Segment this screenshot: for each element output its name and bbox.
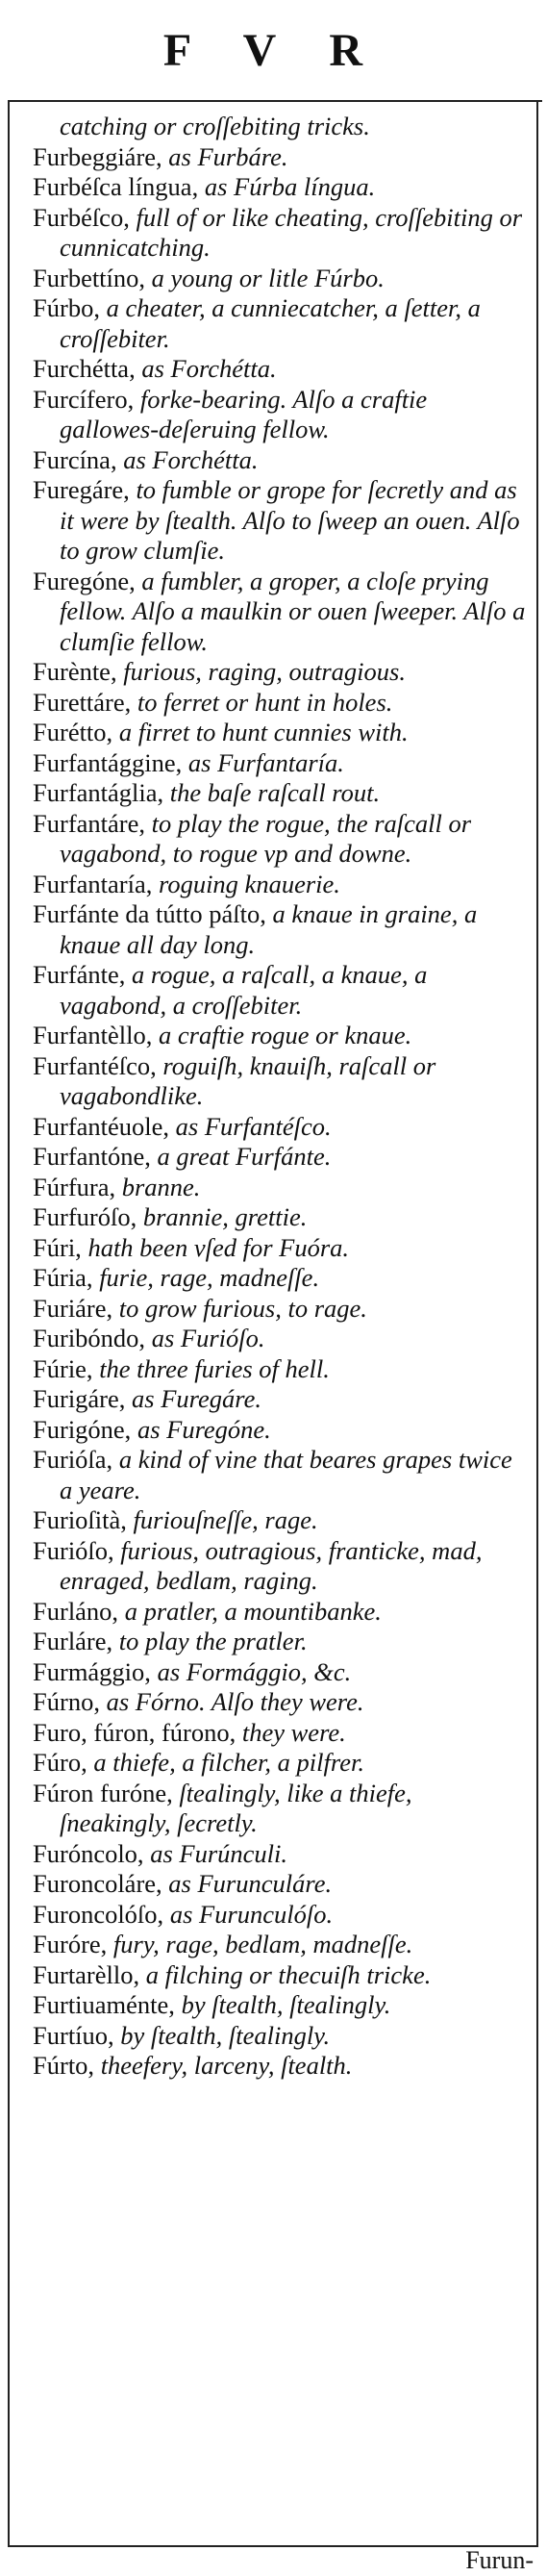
- entry-headword: Fúro,: [33, 1748, 87, 1777]
- dictionary-entry: [33, 778, 529, 809]
- dictionary-entry: [33, 1384, 529, 1415]
- dictionary-entry: [33, 1960, 529, 1991]
- entry-definition: catching or croſſebiting tricks.: [60, 112, 370, 140]
- entry-headword: Furbettíno,: [33, 263, 146, 292]
- entry-headword: Furfánte da tútto páſto,: [33, 899, 266, 928]
- dictionary-entry: [33, 567, 529, 658]
- dictionary-entry: [33, 172, 529, 203]
- entry-definition: a young or litle Fúrbo.: [145, 263, 385, 292]
- dictionary-entry: [33, 1051, 529, 1112]
- dictionary-entry: [33, 264, 529, 294]
- entry-definition: a great Furfánte.: [150, 1142, 332, 1171]
- dictionary-entry: [33, 1597, 529, 1628]
- entry-headword: Furfantáre,: [33, 808, 145, 838]
- dictionary-entry: [33, 1687, 529, 1718]
- dictionary-entry: [33, 809, 529, 870]
- entry-definition: as Furúnculi.: [143, 1838, 287, 1868]
- entry-definition: roguing knauerie.: [152, 869, 340, 898]
- entry-headword: Furfantóne,: [33, 1142, 151, 1171]
- entry-definition: as Furegáre.: [125, 1384, 261, 1413]
- dictionary-entry: [33, 1294, 529, 1325]
- dictionary-entry: [33, 1354, 529, 1385]
- entry-headword: Furoncolóſo,: [33, 1899, 164, 1929]
- entry-headword: Furfantéuole,: [33, 1111, 170, 1141]
- entry-headword: Furigóne,: [33, 1414, 132, 1444]
- catchword: Furun-: [465, 2546, 534, 2574]
- entry-definition: a pratler, a mountibanke.: [118, 1596, 382, 1626]
- dictionary-entry: [33, 385, 529, 445]
- entry-headword: Furfantággine,: [33, 747, 183, 777]
- running-head: F V R: [162, 24, 385, 76]
- entry-headword: Furfantèllo,: [33, 1021, 153, 1049]
- entry-headword: Furtíuo,: [33, 2020, 114, 2050]
- entry-headword: Fúri,: [33, 1232, 82, 1262]
- dictionary-entry: [33, 1173, 529, 1203]
- entry-headword: Fúrfura,: [33, 1172, 116, 1201]
- entry-headword: Furbéſca língua,: [33, 172, 199, 201]
- entry-definition: as Fúrba língua.: [198, 172, 376, 201]
- dictionary-entry: [33, 870, 529, 900]
- dictionary-entry: [33, 1839, 529, 1870]
- dictionary-entry: [33, 1536, 529, 1597]
- entry-definition: theefery, larceny, ſtealth.: [94, 2051, 353, 2080]
- entry-headword: Furioſità,: [33, 1505, 127, 1534]
- entry-definition: a kind of vine that beares grapes twice a yeare.: [60, 1445, 512, 1504]
- dictionary-entry: [33, 1142, 529, 1173]
- dictionary-entry: [33, 1021, 529, 1051]
- entry-headword: Furláno,: [33, 1596, 119, 1626]
- top-rule: [8, 100, 542, 102]
- dictionary-column: [33, 112, 529, 2082]
- dictionary-entry: [33, 1202, 529, 1233]
- entry-headword: Furláre,: [33, 1627, 113, 1655]
- entry-definition: as Forchétta.: [135, 354, 277, 383]
- dictionary-entry: [33, 1233, 529, 1264]
- dictionary-entry: [33, 1657, 529, 1688]
- entry-headword: Furettáre,: [33, 687, 132, 717]
- dictionary-entry: [33, 475, 529, 567]
- dictionary-entry: [33, 899, 529, 960]
- entry-headword: Furtiuaménte,: [33, 1990, 175, 2019]
- entry-headword: Furfantaría,: [33, 869, 153, 898]
- entry-headword: Fúron furóne,: [33, 1778, 173, 1807]
- entry-definition: they were.: [236, 1717, 346, 1747]
- entry-headword: Furfantéſco,: [33, 1050, 157, 1080]
- dictionary-entry: [33, 445, 529, 476]
- entry-definition: a cheater, a cunniecatcher, a ſetter, a croſſebiter.: [60, 293, 481, 353]
- page-header: [0, 0, 547, 100]
- entry-headword: Fúrno,: [33, 1687, 100, 1716]
- dictionary-entry: [33, 142, 529, 173]
- entry-headword: Fúria,: [33, 1263, 93, 1292]
- entry-definition: full of or like cheating, croſſebiting or cunnicatching.: [60, 202, 523, 262]
- dictionary-entry: [33, 1748, 529, 1779]
- dictionary-entry: [33, 688, 529, 719]
- entry-definition: as Furbáre.: [162, 141, 288, 171]
- entry-headword: Furoncoláre,: [33, 1869, 162, 1898]
- entry-definition: furiouſneſſe, rage.: [126, 1505, 318, 1534]
- entry-headword: Furétto,: [33, 718, 113, 746]
- entry-definition: to play the pratler.: [112, 1627, 308, 1655]
- left-column-rule: [8, 100, 10, 2545]
- dictionary-entry: [33, 1263, 529, 1294]
- entry-headword: Furióſa,: [33, 1445, 113, 1474]
- entry-definition: a knaue in graine, a knaue all day long.: [60, 899, 478, 959]
- entry-headword: Furcífero,: [33, 384, 135, 414]
- entry-headword: Furfuróſo,: [33, 1202, 137, 1231]
- entry-definition: a rogue, a raſcall, a knaue, a vagabond, a croſſebiter.: [60, 960, 428, 1020]
- entry-definition: as Furfantéſco.: [169, 1111, 332, 1141]
- entry-headword: Furóncolo,: [33, 1838, 144, 1868]
- entry-definition: fury, rage, bedlam, madneſſe.: [107, 1930, 413, 1958]
- entry-definition: by ſtealth, ſtealingly.: [113, 2020, 331, 2050]
- dictionary-entry: [33, 1718, 529, 1749]
- entry-definition: by ſtealth, ſtealingly.: [174, 1990, 391, 2019]
- dictionary-entry: [33, 2051, 529, 2082]
- entry-definition: as Furunculáre.: [162, 1869, 333, 1898]
- entry-headword: Furchétta,: [33, 354, 136, 383]
- entry-definition: as Furfantaría.: [182, 747, 344, 777]
- dictionary-entry: [33, 748, 529, 779]
- entry-headword: Furigáre,: [33, 1384, 126, 1413]
- entry-headword: Furmággio,: [33, 1656, 151, 1686]
- entry-definition: to fumble or grope for ſecretly and as it were by ſtealth. Alſo to ſweep an ouen. Alſo to grow clumſie.: [60, 475, 520, 565]
- entry-headword: Furo, fúron, fúrono,: [33, 1717, 236, 1747]
- entry-definition: as Furióſo.: [145, 1324, 265, 1352]
- entry-definition: brannie, grettie.: [137, 1202, 308, 1231]
- entry-headword: Furiáre,: [33, 1293, 113, 1323]
- dictionary-entry: [33, 1779, 529, 1839]
- dictionary-entry: [33, 1930, 529, 1960]
- dictionary-entry: [33, 1990, 529, 2021]
- dictionary-entry: [33, 354, 529, 385]
- entry-headword: Furbéſco,: [33, 202, 130, 232]
- entry-headword: Furióſo,: [33, 1535, 114, 1565]
- right-column-rule: [536, 100, 538, 2545]
- dictionary-entry: [33, 657, 529, 688]
- entry-definition: furie, rage, madneſſe.: [92, 1263, 320, 1292]
- dictionary-entry: [33, 1415, 529, 1446]
- dictionary-entry: [33, 2021, 529, 2052]
- bottom-rule: [8, 2545, 538, 2547]
- dictionary-entry: [33, 1627, 529, 1657]
- entry-headword: Furóre,: [33, 1930, 108, 1958]
- entry-definition: furious, outragious, franticke, mad, enraged, bedlam, raging.: [60, 1535, 483, 1595]
- entry-definition: a thiefe, a filcher, a pilfrer.: [87, 1748, 364, 1777]
- entry-definition: hath been vſed for Fuóra.: [81, 1232, 350, 1262]
- entry-definition: forke-bearing. Alſo a craftie gallowes-deſeruing fellow.: [60, 384, 428, 443]
- entry-headword: Furegóne,: [33, 566, 136, 595]
- entry-headword: Furbeggiáre,: [33, 141, 162, 171]
- entry-definition: as Fórno. Alſo they were.: [99, 1687, 364, 1716]
- dictionary-entry: [33, 1324, 529, 1354]
- entry-headword: Furcína,: [33, 444, 117, 474]
- entry-definition: as Forchétta.: [116, 444, 259, 474]
- entry-headword: Fúrbo,: [33, 293, 100, 322]
- entry-definition: the baſe raſcall rout.: [163, 778, 381, 807]
- entry-definition: ſtealingly, like a thiefe, ſneakingly, ſecretly.: [60, 1778, 412, 1837]
- entry-definition: the three furies of hell.: [92, 1353, 330, 1383]
- dictionary-entry: [33, 1112, 529, 1143]
- entry-definition: a fumbler, a groper, a cloſe prying fellow. Alſo a maulkin or ouen ſweeper. Alſo a clumſie fellow.: [60, 566, 526, 656]
- dictionary-entry: [33, 293, 529, 354]
- entry-definition: to play the rogue, the raſcall or vagabond, to rogue vp and downe.: [60, 808, 472, 868]
- entry-headword: Furtarèllo,: [33, 1959, 140, 1989]
- entry-definition: as Formággio, &c.: [150, 1656, 352, 1686]
- dictionary-entry: [33, 203, 529, 264]
- dictionary-entry: [33, 1900, 529, 1931]
- entry-definition: a filching or thecuiſh tricke.: [139, 1959, 432, 1989]
- entry-definition: roguiſh, knauiſh, raſcall or vagabondlike.: [60, 1050, 436, 1110]
- entry-definition: furious, raging, outragious.: [116, 657, 406, 686]
- dictionary-entry: [33, 960, 529, 1021]
- entry-definition: to grow furious, to rage.: [112, 1293, 367, 1323]
- dictionary-entry: [33, 1869, 529, 1900]
- dictionary-entry: [33, 1445, 529, 1505]
- entry-headword: Furibóndo,: [33, 1324, 146, 1352]
- dictionary-entry: [33, 112, 529, 142]
- entry-headword: Furfantáglia,: [33, 778, 164, 807]
- entry-headword: Fúrie,: [33, 1353, 93, 1383]
- entry-definition: to ferret or hunt in holes.: [131, 687, 393, 717]
- dictionary-entry: [33, 718, 529, 748]
- entry-definition: a craftie rogue or knaue.: [152, 1021, 412, 1049]
- entry-definition: a firret to hunt cunnies with.: [112, 718, 409, 746]
- dictionary-entry: [33, 1505, 529, 1536]
- entry-headword: Furegáre,: [33, 475, 130, 504]
- entry-headword: Furfánte,: [33, 960, 126, 989]
- entry-definition: branne.: [115, 1172, 201, 1201]
- entry-headword: Fúrto,: [33, 2051, 95, 2080]
- entry-definition: as Furunculóſo.: [163, 1899, 334, 1929]
- entry-definition: as Furegóne.: [131, 1414, 271, 1444]
- entry-headword: Furènte,: [33, 657, 117, 686]
